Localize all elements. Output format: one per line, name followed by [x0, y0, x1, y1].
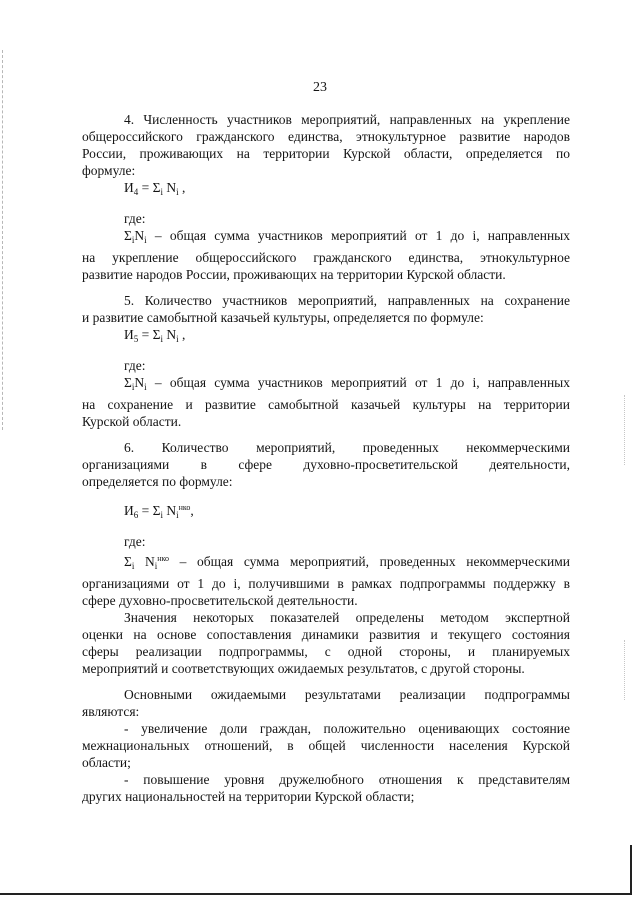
item4-line2: общероссийского гражданского единства, этнокультурное развитие народов	[82, 129, 570, 144]
item5-formula: $И_5 = \Sigma_i$ $N_i$ ,	[124, 327, 186, 344]
scan-edge-marks	[2, 50, 3, 430]
item6-where: где:	[124, 534, 146, 549]
item4-formula: $И_4 = \Sigma_i$ $N_i$ ,	[124, 180, 186, 197]
item5-line2: и развитие самобытной казачьей культуры, определяется по формуле:	[82, 310, 484, 325]
scan-right-edge	[630, 845, 632, 895]
item6-formula: $И_6 = \Sigma_i$ $N_i^{нко}$,	[124, 503, 194, 520]
expert-line4: мероприятий и соответствующих ожидаемых результатов, с другой стороны.	[82, 661, 525, 676]
item4-line3: России, проживающих на территории Курской области, определяется по	[82, 146, 570, 161]
item6-def-line1: $\Sigma_i$ $N_i^{нко}$ – общая сумма мероприятий, проведенных некоммерческими	[124, 554, 570, 571]
item5-def-line2: на сохранение и развитие самобытной казачьей культуры на территории	[82, 397, 570, 412]
item6-line2: организациями в сфере духовно-просветительской деятельности,	[82, 457, 570, 472]
item6-line1: 6. Количество мероприятий, проведенных некоммерческими	[124, 440, 570, 455]
document-body	[82, 111, 570, 805]
result-bullet2-line1: - повышение уровня дружелюбного отношения к представителям	[124, 772, 570, 787]
item5-def-line1: $\Sigma_iN_i$ – общая сумма участников мероприятий от 1 до i, направленных	[124, 375, 570, 392]
scan-bottom-edge	[0, 893, 631, 895]
results-line2: являются:	[82, 704, 140, 719]
result-bullet1-line3: области;	[82, 755, 131, 770]
page-number: 23	[313, 80, 327, 95]
item5-def-line3: Курской области.	[82, 414, 182, 429]
item4-line4: формуле:	[82, 163, 136, 178]
results-line1: Основными ожидаемыми результатами реализации подпрограммы	[124, 687, 570, 702]
result-bullet1-line2: межнациональных отношений, в общей численности населения Курской	[82, 738, 570, 753]
expert-line2: оценки на основе сопоставления динамики развития и текущего состояния	[82, 627, 570, 642]
item4-def-line3: развитие народов России, проживающих на территории Курской области.	[82, 267, 506, 282]
item5-line1: 5. Количество участников мероприятий, направленных на сохранение	[124, 293, 570, 308]
result-bullet1-line1: - увеличение доли граждан, положительно оценивающих состояние	[124, 721, 570, 736]
scan-edge-marks-right	[624, 395, 625, 465]
expert-line1: Значения некоторых показателей определены методом экспертной	[124, 610, 570, 625]
item5-where: где:	[124, 358, 146, 373]
scan-edge-marks-right-lower	[624, 640, 625, 700]
item4-def-line1: $\Sigma_iN_i$ – общая сумма участников мероприятий от 1 до i, направленных	[124, 228, 570, 245]
item6-line3: определяется по формуле:	[82, 474, 233, 489]
item4-where: где:	[124, 211, 146, 226]
expert-line3: сферы реализации подпрограммы, с одной стороны, и планируемых	[82, 644, 570, 659]
item4-line1: 4. Численность участников мероприятий, направленных на укрепление	[124, 112, 570, 127]
item4-def-line2: на укрепление общероссийского гражданского единства, этнокультурное	[82, 250, 570, 265]
result-bullet2-line2: других национальностей на территории Курской области;	[82, 789, 415, 804]
item6-def-line3: сфере духовно-просветительской деятельности.	[82, 593, 358, 608]
item6-def-line2: организациями от 1 до i, получившими в рамках подпрограммы поддержку в	[82, 576, 570, 591]
